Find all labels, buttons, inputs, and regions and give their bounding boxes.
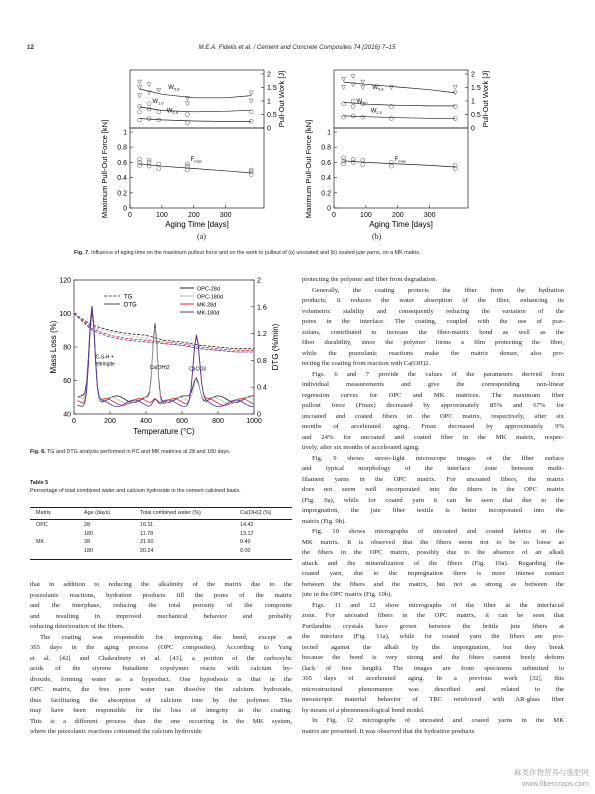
x-tick-label: 600	[176, 418, 188, 425]
y-tick-label: 40	[63, 411, 71, 419]
curve-label-Fmax: $F_{max}$	[394, 156, 406, 164]
text-line: and typical morphology of the interface zone between multi-	[302, 465, 564, 472]
y-tick-label: 0.8	[321, 144, 331, 152]
table-cell: 21.60	[140, 539, 154, 546]
data-point-W2.0	[147, 117, 151, 121]
text-line: thus facilitating the absorption of calcium ions by the polymer. This	[30, 696, 292, 704]
x-tick-label: 300	[219, 212, 232, 219]
text-line: because the bond is very strong and the fibers cannot freely deform	[302, 654, 564, 661]
text-line: and 24% for uncoated and coated fiber in the MK matrix, respec-	[302, 433, 564, 441]
text-line: attack and the mineralization of the fibers (Fig. 10a). Regarding the	[302, 559, 564, 567]
text-line: Portlandite crystals have grown between the brittle jute fibers at	[302, 622, 564, 630]
y2-tick-label: 0	[257, 411, 261, 419]
x-tick-label: 200	[104, 418, 116, 425]
figure-7-caption-label: Fig. 7.	[74, 250, 90, 256]
text-line: zolans, contributed to increase the fiber-matrix bond as well as the	[302, 328, 564, 336]
x-tick-label: 300	[423, 212, 436, 219]
curve-label-subscript: 1.0	[158, 100, 164, 106]
text-line: filament yarns in the OPC matrix. For uncoated fibers, the matrix	[302, 475, 564, 483]
tg-curve-MK-180d	[74, 314, 254, 353]
table-5-title: Table 5	[30, 480, 49, 486]
annotation-caoh: Ca(OH)2	[149, 364, 170, 371]
table-cell: 16.11	[140, 522, 154, 528]
data-point-Fmax	[361, 163, 365, 167]
text-line: pullout force (Fmax) decreased by approximately 85% and 67% for	[302, 402, 564, 409]
text-line: The coating was responsible for improving the bond, except at	[40, 633, 292, 641]
y2-axis-label: Pull-Out Work [J]	[481, 70, 490, 128]
legend-dtg-label: DTG	[124, 302, 137, 309]
text-line: Figs. 11 and 12 show micrographs of the fiber at the interfacial	[312, 601, 564, 609]
text-line: the interface (Fig. 11a), while for coated yarn the fibers are pro-	[302, 633, 564, 640]
text-line: This is a different process than the one occurring in the MK system,	[30, 717, 292, 725]
x-tick-label: 0	[72, 418, 76, 425]
x-tick-label: 200	[187, 212, 200, 219]
data-point-W0.6	[361, 86, 365, 90]
y-tick-label: 0	[123, 205, 127, 213]
journal-citation: M.E.A. Fidelis et al. / Cement and Concrete Composites 74 (2016) 7–15	[198, 44, 396, 51]
text-line: et al. [42] and Chakraborty et al. [43], a portion of the carboxylic	[30, 654, 292, 662]
y2-tick-label: 0.8	[257, 357, 267, 365]
text-line: jute in the OPC matrix (Fig. 10b).	[302, 591, 393, 598]
figure-8-caption-text: TG and DTG analysis performed in PC and MK matrices at 28 and 180 days.	[45, 449, 231, 455]
table-cell: 180	[84, 530, 93, 537]
y-tick-label: 120	[59, 277, 71, 285]
x-tick-label: 100	[156, 212, 168, 219]
text-line: impregnation, the jute fiber textile is better incorporated into the	[302, 507, 564, 514]
text-line: that in addition to reducing the alkalinity of the matrix due to the	[30, 581, 292, 588]
data-point-W1.0	[138, 110, 142, 114]
x-tick-label: 1000	[246, 418, 262, 425]
table-header-age: Age (days)	[84, 510, 111, 516]
x-tick-label: 200	[391, 212, 404, 219]
table-header-matrix: Matrix	[36, 510, 51, 516]
data-point-W0.6	[249, 99, 253, 103]
data-point-W0.6	[147, 83, 151, 87]
data-point-W0.6	[342, 86, 346, 90]
text-line: Figs. 6 and 7 provide the values of the parameters derived from	[312, 370, 564, 378]
table-bottom-rule	[30, 559, 292, 560]
table-cell: 0.49	[240, 539, 251, 546]
tg-curve-MK-28d	[74, 314, 254, 351]
y2-tick-label: 0.4	[257, 384, 267, 392]
data-point-W2.0	[361, 115, 365, 119]
left-column-text	[30, 580, 292, 738]
text-line: Fig. 9 shows stereo-light microscope images of the fiber surface	[312, 454, 564, 462]
text-line: MK matrix. It is observed that the fibers seem not to be so loose as	[302, 538, 564, 546]
data-point-Fmax	[185, 168, 189, 172]
page-number: 12	[27, 44, 34, 51]
watermark-line-2: www.fibercrops.com	[521, 779, 589, 788]
text-line: (Fig. 9a), while for coated yarn it can be seen that due to the	[302, 496, 564, 504]
curve-label-subscript: 0.6	[173, 86, 180, 92]
curve-label-Fmax: $F_{max}$	[190, 156, 202, 164]
y2-tick-label: 1	[267, 98, 271, 106]
curve-label-subscript: 0.6	[377, 86, 384, 92]
y2-tick-label: 1	[471, 98, 475, 106]
legend-series-label: OPC-28d	[197, 286, 220, 293]
table-header-rule	[30, 519, 292, 520]
y-tick-label: 1	[327, 129, 331, 137]
table-cell: 28	[84, 539, 90, 546]
y-axis-label: Mass Loss (%)	[49, 320, 58, 374]
y-axis-label: Maximum Pull-Out Force [kN]	[100, 119, 109, 219]
curve-label-W0.6: $W_{0.6}$	[372, 84, 384, 92]
y2-tick-label: 1.2	[257, 331, 267, 339]
x-axis-label: Aging Time [days]	[165, 220, 229, 229]
data-point-Fmax	[361, 158, 365, 162]
curve-label-subscript: max	[194, 158, 202, 164]
fit-curve-W0.6	[344, 82, 456, 93]
x-axis-label: Temperature (°C)	[133, 427, 195, 436]
y-tick-label: 60	[63, 378, 71, 385]
curve-label-subscript: 2.0	[376, 109, 382, 115]
legend-tg-label: TG	[124, 294, 133, 301]
table-top-rule	[30, 507, 292, 508]
right-column-text	[302, 275, 564, 737]
text-line: matrix are presented. It was observed that the hydration products	[302, 727, 475, 735]
text-line: regression curves for OPC and MK matrices. The maximum fiber	[302, 391, 564, 399]
data-point-W1.0	[453, 104, 457, 108]
data-point-Fmax	[342, 156, 346, 160]
figure-7-caption	[74, 250, 544, 256]
text-line: does not seem well incorporated into the fibers in the OPC matrix	[302, 486, 564, 493]
text-line: the fibers in the OPC matrix, possibly due to the absence of an alkali	[302, 549, 564, 556]
text-line: coated yarn, due to the impregnation there is more intense contact	[302, 570, 564, 577]
text-line: months of accelerated aging. Fmax decreased by approximately 9%	[302, 423, 564, 430]
y2-tick-label: 1.6	[257, 304, 267, 312]
y-tick-label: 80	[63, 344, 71, 352]
legend-series-label: OPC-180d	[197, 294, 223, 301]
annotation-csh: C-S-H +	[95, 354, 114, 361]
data-point-W1.0	[351, 104, 355, 108]
y-tick-label: 0.2	[117, 190, 127, 198]
annotation-caco3: CaCO3	[189, 366, 206, 373]
text-line: tected against the alkali by the impregnation, but they break	[302, 643, 564, 651]
text-line: Fig. 10 shows micrographs of uncoated and coated fabrics in the	[312, 528, 564, 535]
data-point-W2.0	[185, 121, 189, 125]
y-tick-label: 0.6	[321, 159, 331, 167]
data-point-Fmax	[157, 166, 161, 170]
force-plot-frame	[334, 128, 468, 208]
table-cell: 14.42	[240, 522, 254, 528]
text-line: protecting the polymer and fiber from degradation.	[302, 276, 438, 283]
figure-7-caption-text: Influence of aging time on the maximum pullout force and on the work to pullout of (a) uncoated and (b) coated jute yarns, on a MK matrix.	[89, 250, 421, 256]
y-axis-label: Maximum Pull-Out Force [kN]	[304, 119, 313, 219]
y-tick-label: 0.2	[321, 190, 331, 198]
curve-label-W1.0: $W_{1.0}$	[152, 99, 164, 106]
figure-8-caption-label: Fig. 8.	[30, 449, 46, 455]
plot-frame	[74, 280, 254, 414]
table-header-water: Total combined water (%)	[140, 510, 201, 516]
text-line: tively, after six months of accelerated aging.	[302, 444, 420, 451]
data-point-W0.6	[157, 88, 161, 92]
y-tick-label: 0.4	[117, 175, 127, 183]
legend-series-label: MK-28d	[197, 302, 217, 309]
y2-tick-label: 2	[267, 71, 271, 79]
curve-label-subscript: max	[398, 158, 406, 164]
figure-7b-label: (b)	[372, 232, 382, 241]
data-point-W1.0	[147, 107, 151, 111]
watermark	[514, 767, 589, 789]
x-tick-label: 0	[332, 212, 336, 219]
y-tick-label: 0.8	[117, 144, 127, 152]
y-tick-label: 1	[123, 129, 127, 137]
data-point-Fmax	[147, 158, 151, 162]
text-line: and resulting in improved mechanical behavior and probably	[30, 612, 292, 620]
data-point-Fmax	[351, 157, 355, 161]
text-line: mesoscopic material behavior of TRC reinforced with AR-glass fiber	[302, 696, 564, 703]
figure-7a-chart	[96, 62, 296, 237]
table-cell: 0.00	[240, 547, 251, 554]
text-line: by means of a phenomenological bond model.	[302, 706, 425, 714]
curve-label-W2.0: $W_{2.0}$	[166, 108, 178, 115]
fit-curve-W2.0	[140, 119, 252, 122]
text-line: acids of the styrene butadiene copolymer reacts with calcium hy-	[30, 665, 292, 672]
y2-axis-label: DTG (%/min)	[271, 323, 280, 371]
table-cell: 20.24	[140, 547, 154, 554]
data-point-Fmax	[157, 162, 161, 166]
text-line: 365 days in the aging process (OPC composites). According to Yang	[30, 644, 292, 651]
y2-tick-label: 0	[471, 125, 475, 133]
fit-curve-W0.6	[140, 89, 252, 98]
text-line: zone. For uncoated fibers in the OPC matrix, it can be seen that	[302, 612, 564, 619]
table-cell: 180	[84, 547, 93, 554]
text-line: Generally, the coating protects the fiber from the hydration	[312, 286, 564, 294]
table-cell: OPC	[36, 522, 48, 528]
figure-7a-label: (a)	[197, 232, 206, 241]
text-line: 365 days of accelerated aging. In a previous work [32], this	[302, 675, 564, 682]
data-point-W1.0	[147, 102, 151, 106]
text-line: between the fibers and the matrix, but not as strong as between the	[302, 580, 564, 588]
tg-curve-OPC-180d	[74, 314, 254, 353]
figure-7b-chart	[300, 62, 500, 237]
text-line: tecting the coating from reaction with Ca(OH)2.	[302, 360, 431, 367]
curve-label-subscript: 1.0	[362, 100, 368, 106]
text-line: pozzolanic reactions, hydration products fill the pores of the matrix	[30, 591, 292, 599]
fit-curve-Fmax	[140, 164, 252, 173]
data-point-Fmax	[138, 157, 142, 161]
table-cell: 13.17	[240, 530, 254, 537]
data-point-W0.6	[185, 102, 189, 106]
table-header-caoh: Ca(OH)2 (%)	[240, 510, 272, 516]
text-line: fiber durability, since the polymer forms a film protecting the fiber,	[302, 339, 564, 346]
y2-tick-label: 1.5	[267, 85, 277, 92]
y-tick-label: 100	[59, 311, 71, 318]
annotation-ettringite: ettringite	[95, 361, 115, 368]
table-cell: MK	[36, 539, 45, 546]
table-cell: 11.78	[140, 530, 154, 537]
text-line: where the pozzolanic reactions consumed the calcium hydroxide	[30, 728, 202, 735]
text-line: may have been responsible for the loss of integrity in the coating.	[30, 707, 292, 714]
text-line: uncoated and coated fibers in the OPC matrix, respectively, after six	[302, 412, 564, 420]
fit-curve-W2.0	[344, 116, 456, 118]
curve-label-subscript: 2.0	[172, 109, 178, 115]
curve-label-W1.0: $W_{1.0}$	[356, 99, 368, 106]
x-tick-label: 800	[212, 418, 224, 425]
data-point-W0.6	[453, 86, 457, 90]
legend-series-label: MK-180d	[197, 310, 220, 317]
text-line: (lack of free length). The images are from specimens submitted to	[302, 664, 564, 672]
text-line: matrix (Fig. 9b).	[302, 517, 346, 525]
text-line: individual measurements and give the corresponding non-linear	[302, 381, 564, 388]
text-line: microstructural phenomenon was described and related to the	[302, 685, 564, 693]
y-tick-label: 0.6	[117, 159, 127, 167]
data-point-Fmax	[147, 160, 151, 164]
y2-tick-label: 0	[267, 125, 271, 133]
figure-8-caption	[30, 449, 290, 455]
data-point-Fmax	[389, 164, 393, 168]
data-point-W1.0	[138, 104, 142, 108]
table-5-subtitle: Percentage of total combined water and calcium hydroxide in the cement calcined basis.	[30, 488, 241, 494]
data-point-W1.0	[185, 113, 189, 117]
data-point-W0.6	[342, 77, 346, 81]
text-line: and the interphase, reducing the total porosity of the composite	[30, 602, 292, 609]
text-line: products; it reduces the water absorption of the fiber, enhancing its	[302, 297, 564, 304]
table-cell: 28	[84, 522, 90, 528]
x-tick-label: 400	[140, 418, 152, 425]
text-line: In Fig. 12 micrographs of uncoated and coated yarns in the MK	[312, 717, 564, 724]
y2-tick-label: 0.5	[267, 112, 277, 119]
y2-tick-label: 0.5	[471, 112, 481, 119]
text-line: while the pozzolanic reactions make the matrix denser, also pro-	[302, 349, 564, 357]
watermark-line-1: 麻类作物营养与施肥网	[514, 768, 589, 777]
text-line: reducing deterioration of the fibers.	[30, 623, 125, 630]
data-point-W1.0	[351, 99, 355, 103]
y2-tick-label: 2	[257, 277, 261, 285]
y-tick-label: 0.4	[321, 175, 331, 183]
data-point-W0.6	[351, 75, 355, 79]
y2-tick-label: 1.5	[471, 85, 481, 92]
text-line: volumetric stability and consequently reducing the variation of the	[302, 307, 564, 315]
figure-8-chart	[48, 274, 288, 444]
x-tick-label: 0	[128, 212, 132, 219]
y2-axis-label: Pull-Out Work [J]	[277, 70, 286, 128]
data-point-W0.6	[138, 94, 142, 98]
text-line: droxide, forming water as a byproduct. One hypothesis is that in the	[30, 675, 292, 683]
fit-curve-W1.0	[140, 107, 252, 112]
text-line: pores in the interface. The coating, coupled with the use of poz-	[302, 318, 564, 325]
data-point-Fmax	[185, 162, 189, 166]
y2-tick-label: 2	[471, 71, 475, 79]
text-line: OPC matrix, the free pore water can dissolve the calcium hydroxide,	[30, 686, 292, 693]
x-tick-label: 100	[360, 212, 372, 219]
data-point-W0.6	[249, 91, 253, 95]
y-tick-label: 0	[327, 205, 331, 213]
curve-label-W0.6: $W_{0.6}$	[168, 84, 180, 92]
curve-label-W2.0: $W_{2.0}$	[370, 108, 382, 115]
data-point-W0.6	[138, 80, 142, 84]
x-axis-label: Aging Time [days]	[369, 220, 433, 229]
